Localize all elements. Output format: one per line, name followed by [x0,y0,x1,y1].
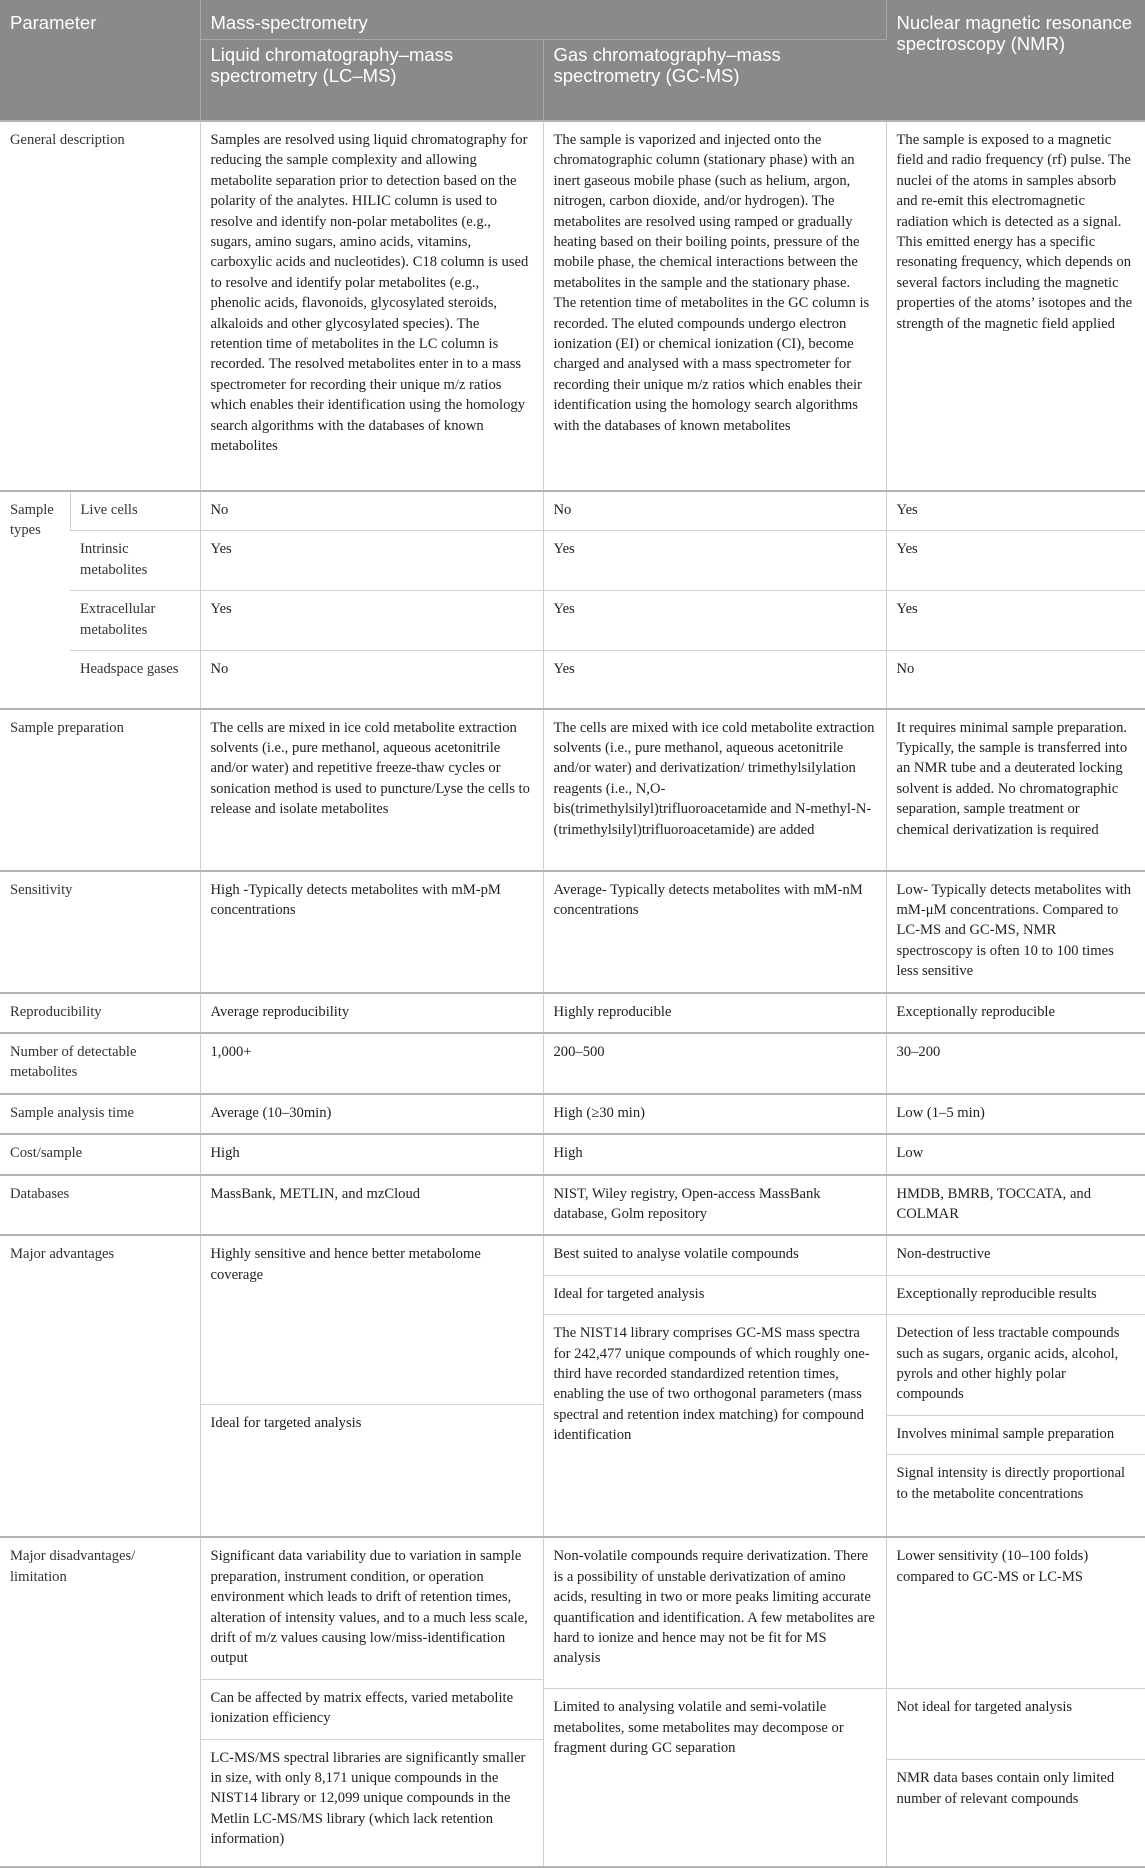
row-sample-types-extracellular [0,591,1145,651]
row-databases [0,1175,1145,1236]
sub-label: Live cells [70,491,200,531]
cell-lcms: No [200,651,543,709]
header-mass-spectrometry: Mass-spectrometry [200,0,886,40]
cell-nmr: Low- Typically detects metabolites with mM-μM concentrations. Compared to LC-MS and GC-MS, NMR spectroscopy is often 10 to 100 times less sensitive [886,871,1145,993]
advantage-item: Non-destructive [887,1236,1145,1274]
row-detectable-metabolites [0,1033,1145,1094]
cell-gcms: No [543,491,886,531]
row-label: Sample types [0,491,70,709]
cell-lcms: High -Typically detects metabolites with mM-pM concentrations [200,871,543,993]
disadvantage-item: Non-volatile compounds require derivatization. There is a possibility of unstable derivatization of amino acids, resulting in two or more peaks limiting accurate quantification and identification. A few metabolites are hard to ionize and hence may not be fit for MS analysis [544,1538,886,1688]
row-label: Sample analysis time [0,1094,200,1134]
cell-nmr: 30–200 [886,1033,1145,1094]
cell-nmr: It requires minimal sample preparation. Typically, the sample is transferred into an NMR tube and a deuterated locking solvent is added. No chromatographic separation, sample treatment or chemical derivatization is required [886,709,1145,871]
cell-gcms: 200–500 [543,1033,886,1094]
row-label: Sample preparation [0,709,200,871]
cell-nmr: Yes [886,531,1145,591]
cell-nmr [886,1235,1145,1537]
disadvantage-item: Can be affected by matrix effects, varied metabolite ionization efficiency [201,1679,543,1739]
header-parameter: Parameter [0,0,200,121]
cell-lcms: The cells are mixed in ice cold metabolite extraction solvents (i.e., pure methanol, aqueous acetonitrile and/or water) and repetitive freeze-thaw cycles or sonication method is used to puncture/Lyse the cells to release and isolate metabolites [200,709,543,871]
row-label: Number of detectable metabolites [0,1033,200,1094]
row-label: General description [0,121,200,491]
cell-gcms: Average- Typically detects metabolites with mM-nM concentrations [543,871,886,993]
row-sample-types-intrinsic [0,531,1145,591]
cell-lcms: 1,000+ [200,1033,543,1094]
disadvantage-item: Limited to analysing volatile and semi-volatile metabolites, some metabolites may decompose or fragment during GC separation [544,1688,886,1866]
disadvantage-item: Lower sensitivity (10–100 folds) compared to GC-MS or LC-MS [887,1538,1145,1688]
cell-lcms: Yes [200,591,543,651]
row-label: Reproducibility [0,993,200,1033]
cell-gcms: NIST, Wiley registry, Open-access MassBank database, Golm repository [543,1175,886,1236]
header-gcms: Gas chromatography–mass spectrometry (GC-MS) [543,40,886,122]
advantage-item: Highly sensitive and hence better metabolome coverage [201,1236,543,1404]
row-label: Cost/sample [0,1134,200,1174]
cell-gcms: High [543,1134,886,1174]
disadvantage-item: NMR data bases contain only limited number of relevant compounds [887,1759,1145,1866]
advantage-item: Best suited to analyse volatile compounds [544,1236,886,1274]
cell-gcms [543,1537,886,1867]
advantage-item: Involves minimal sample preparation [887,1415,1145,1454]
row-analysis-time [0,1094,1145,1134]
cell-lcms [200,1235,543,1537]
cell-nmr: Yes [886,591,1145,651]
row-label: Databases [0,1175,200,1236]
cell-nmr: Exceptionally reproducible [886,993,1145,1033]
header-nmr: Nuclear magnetic resonance spectroscopy (NMR) [886,0,1145,121]
row-label: Major advantages [0,1235,200,1537]
cell-lcms: Yes [200,531,543,591]
advantage-item: Ideal for targeted analysis [201,1404,543,1536]
disadvantage-item: Significant data variability due to variation in sample preparation, instrument condition, or operation environment which leads to drift of retention times, alteration of intensity values, and to a much less scale, drift of m/z values causing low/miss-identification output [201,1538,543,1678]
advantage-item: Signal intensity is directly proportional to the metabolite concentrations [887,1454,1145,1536]
row-label: Sensitivity [0,871,200,993]
sub-label: Intrinsic metabolites [70,531,200,591]
disadvantage-item: Not ideal for targeted analysis [887,1688,1145,1759]
cell-nmr: No [886,651,1145,709]
row-label: Major disadvantages/ limitation [0,1537,200,1867]
cell-nmr: Yes [886,491,1145,531]
cell-gcms: Yes [543,531,886,591]
advantage-item: The NIST14 library comprises GC-MS mass spectra for 242,477 unique compounds of which roughly one-third have recorded standardized retention times, enabling the use of two orthogonal parameters (mass spectral and retention index matching) for compound identification [544,1314,886,1536]
cell-gcms [543,1235,886,1537]
row-sample-types-headspace [0,651,1145,709]
cell-nmr: The sample is exposed to a magnetic field and radio frequency (rf) pulse. The nuclei of the atoms in samples absorb and re-emit this electromagnetic radiation which is detected as a signal. This emitted energy has a specific resonating frequency, which depends on several factors including the magnetic properties of the atoms’ isotopes and the strength of the magnetic field applied [886,121,1145,491]
cell-gcms: Highly reproducible [543,993,886,1033]
cell-gcms: Yes [543,651,886,709]
advantage-item: Ideal for targeted analysis [544,1275,886,1314]
advantage-item: Exceptionally reproducible results [887,1275,1145,1314]
advantage-item: Detection of less tractable compounds such as sugars, organic acids, alcohol, pyrols and other highly polar compounds [887,1314,1145,1415]
header-lcms: Liquid chromatography–mass spectrometry (LC–MS) [200,40,543,122]
cell-nmr: Low [886,1134,1145,1174]
header-row-top [0,0,1145,40]
cell-gcms: The cells are mixed with ice cold metabolite extraction solvents (i.e., pure methanol, aqueous acetonitrile and/or water) and derivatization/ trimethylsilylation reagents (i.e., N,O-bis(trimethylsilyl)trifluoroacetamide and N-methyl-N-(trimethylsilyl)trifluoroacetamide) are added [543,709,886,871]
row-major-disadvantages [0,1537,1145,1867]
cell-nmr: HMDB, BMRB, TOCCATA, and COLMAR [886,1175,1145,1236]
row-major-advantages [0,1235,1145,1537]
cell-lcms [200,1537,543,1867]
row-sample-preparation [0,709,1145,871]
cell-lcms: No [200,491,543,531]
cell-gcms: High (≥30 min) [543,1094,886,1134]
cell-gcms: The sample is vaporized and injected onto the chromatographic column (stationary phase) with an inert gaseous mobile phase (such as helium, argon, nitrogen, carbon dioxide, and/or hydrogen). The metabolites are resolved using ramped or gradually heating based on their boiling points, pressure of the mobile phase, the chemical interactions between the metabolites in the sample and the stationary phase. The retention time of metabolites in the GC column is recorded. The eluted compounds undergo electron ionization (EI) or chemical ionization (CI), become charged and analysed with a mass spectrometer for recording their unique m/z ratios which enables their identification using the homology search algorithms with the databases of known metabolites [543,121,886,491]
row-sensitivity [0,871,1145,993]
sub-label: Extracellular metabolites [70,591,200,651]
cell-nmr: Low (1–5 min) [886,1094,1145,1134]
cell-lcms: Average reproducibility [200,993,543,1033]
sub-label: Headspace gases [70,651,200,709]
row-cost [0,1134,1145,1174]
cell-gcms: Yes [543,591,886,651]
cell-lcms: Average (10–30min) [200,1094,543,1134]
row-general-description [0,121,1145,491]
cell-lcms: Samples are resolved using liquid chromatography for reducing the sample complexity and allowing metabolite separation prior to detection based on the polarity of the analytes. HILIC column is used to resolve and identify non-polar metabolites (e.g., sugars, amino sugars, amino acids, vitamins, carboxylic acids and nucleotides). C18 column is used to resolve and identify polar metabolites (e.g., phenolic acids, flavonoids, glycosylated steroids, alkaloids and other glycosylated species). The retention time of metabolites in the LC column is recorded. The resolved metabolites enter in to a mass spectrometer for recording their unique m/z ratios which enables their identification using the homology search algorithms with the databases of known metabolites [200,121,543,491]
row-reproducibility [0,993,1145,1033]
cell-nmr [886,1537,1145,1867]
cell-lcms: MassBank, METLIN, and mzCloud [200,1175,543,1236]
cell-lcms: High [200,1134,543,1174]
disadvantage-item: LC-MS/MS spectral libraries are significantly smaller in size, with only 8,171 unique compounds in the NIST14 library or 12,099 unique compounds in the Metlin LC-MS/MS library (which lack retention information) [201,1739,543,1867]
row-sample-types-live [0,491,1145,531]
